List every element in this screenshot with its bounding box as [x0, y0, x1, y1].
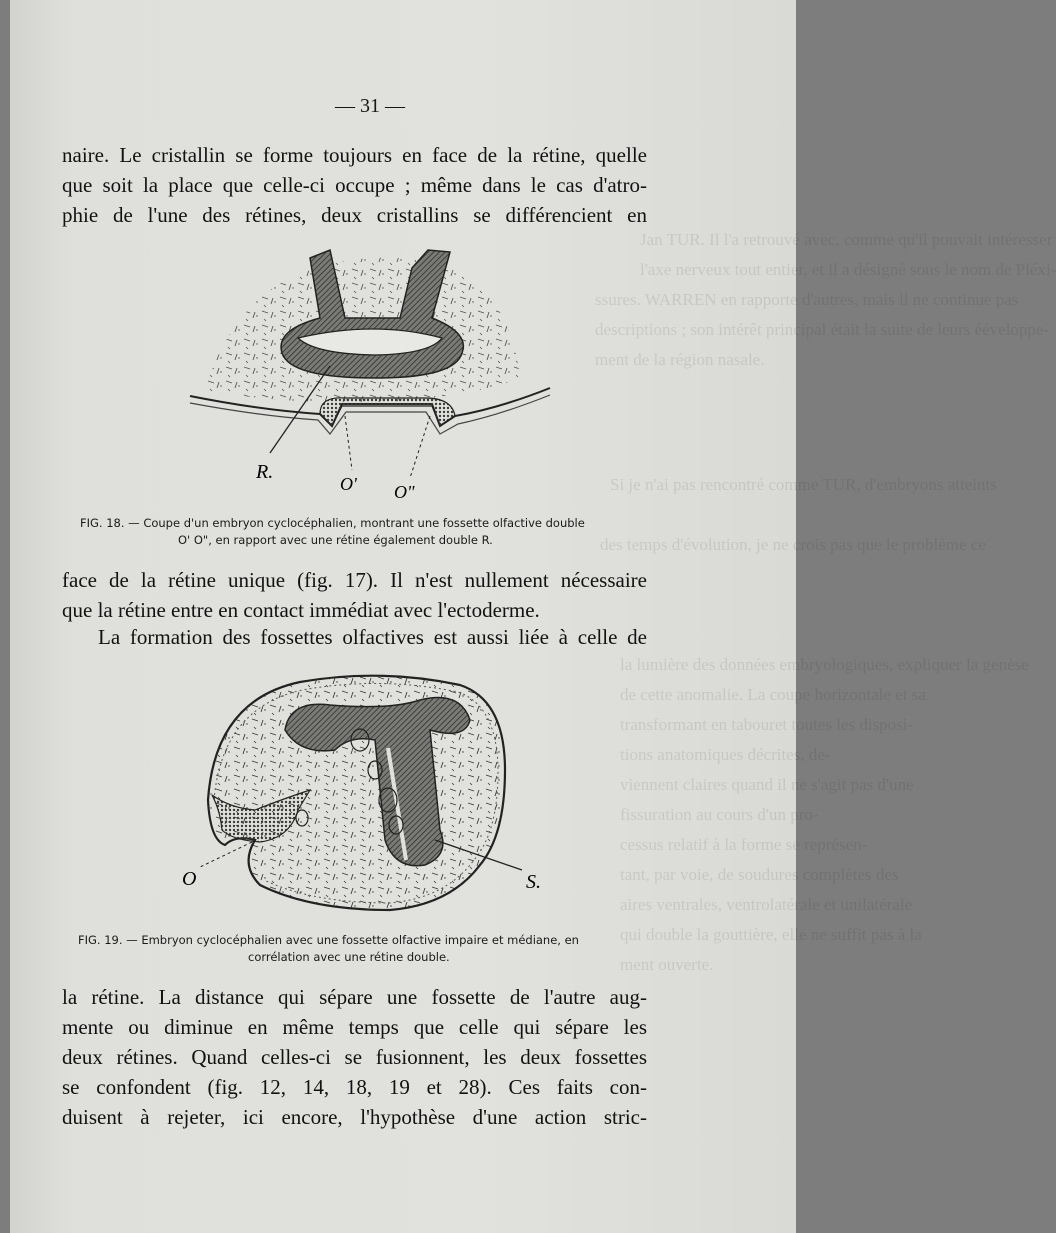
book-page	[10, 0, 1056, 1233]
bleedthrough-line: l'axe nerveux tout entier, et il a désigné sous le nom de Pléxi-	[640, 260, 1056, 279]
bleedthrough-line: des temps d'évolution, je ne crois pas que le problème ce	[600, 535, 986, 554]
bleedthrough-line: qui double la gouttière, elle ne suffit pas à la	[620, 925, 922, 944]
text-line: La formation des fossettes olfactives est aussi liée à celle de	[98, 625, 647, 649]
paragraph-3	[62, 622, 647, 652]
bleedthrough-line: Jan TUR. Il l'a retrouvé avec, comme qu'il pouvait intéresser	[640, 230, 1053, 249]
bleedthrough-line: transformant en tabouret toutes les disposi-	[620, 715, 914, 734]
paragraph-1	[62, 140, 647, 230]
text-line: que soit la place que celle-ci occupe ; même dans le cas d'atro-	[62, 173, 647, 197]
bleedthrough-line: cessus relatif à la forme se représen-	[620, 835, 868, 854]
bleedthrough-line: viennent claires quand il ne s'agit pas d'une	[620, 775, 914, 794]
text-line: se confondent (fig. 12, 14, 18, 19 et 28). Ces faits con-	[62, 1075, 647, 1099]
caption-line: O' O", en rapport avec une rétine également double R.	[178, 533, 493, 547]
text-line: naire. Le cristallin se forme toujours en face de la rétine, quelle	[62, 143, 647, 167]
bleedthrough-line: aires ventrales, ventrolatérale et unilatérale	[620, 895, 913, 914]
caption-line: corrélation avec une rétine double.	[248, 950, 450, 964]
text-line: face de la rétine unique (fig. 17). Il n'est nullement nécessaire	[62, 568, 647, 592]
label-S: S.	[526, 871, 541, 893]
text-line: mente ou diminue en même temps que celle qui sépare les	[62, 1015, 647, 1039]
bleedthrough-line: ment de la région nasale.	[595, 350, 765, 369]
label-R: R.	[256, 461, 274, 483]
label-O: O	[182, 868, 197, 890]
figure-19	[160, 660, 560, 922]
bleedthrough-line: ment ouverte.	[620, 955, 714, 974]
bleedthrough-line: fissuration au cours d'un pro-	[620, 805, 819, 824]
label-O-double-prime: O"	[394, 482, 415, 502]
caption-line: FIG. 18. — Coupe d'un embryon cyclocéphalien, montrant une fossette olfactive double	[80, 516, 585, 530]
text-line: deux rétines. Quand celles-ci se fusionnent, les deux fossettes	[62, 1045, 647, 1069]
bleedthrough-line: tant, par voie, de soudures complètes des	[620, 865, 899, 884]
figure-18-caption	[80, 515, 650, 549]
bleedthrough-line: descriptions ; son intérêt principal était la suite de leurs ééveloppe-	[595, 320, 1050, 339]
figure-19-caption	[78, 932, 653, 966]
page-number: — 31 —	[335, 95, 405, 117]
caption-line: FIG. 19. — Embryon cyclocéphalien avec une fossette olfactive impaire et médiane, en	[78, 933, 579, 947]
label-O-prime: O'	[340, 474, 357, 494]
bleedthrough-line: de cette anomalie. La coupe horizontale et sa	[620, 685, 926, 704]
text-line: phie de l'une des rétines, deux cristallins se différencient en	[62, 203, 647, 227]
bleedthrough-line: ssures. WARREN en rapporte d'autres, mais il ne continue pas	[595, 290, 1019, 309]
bleedthrough-line: tions anatomiques décrites, de-	[620, 745, 831, 764]
text-line: que la rétine entre en contact immédiat avec l'ectoderme.	[62, 598, 540, 622]
text-line: duisent à rejeter, ici encore, l'hypothèse d'une action stric-	[62, 1105, 647, 1129]
figure-18	[170, 238, 570, 506]
paragraph-2	[62, 565, 647, 625]
bleedthrough-line: la lumière des données embryologiques, expliquer la genèse	[620, 655, 1029, 674]
paragraph-4	[62, 982, 647, 1132]
bleedthrough-line: Si je n'ai pas rencontré comme TUR, d'embryons atteints	[610, 475, 997, 494]
text-line: la rétine. La distance qui sépare une fossette de l'autre aug-	[62, 985, 647, 1009]
